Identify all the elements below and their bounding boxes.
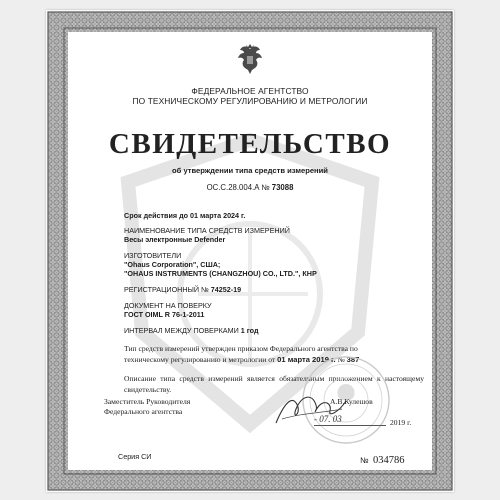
double-headed-eagle-emblem-icon bbox=[236, 43, 264, 75]
signer-title-line-2: Федерального агентства bbox=[104, 407, 183, 416]
certificate-body bbox=[68, 32, 432, 470]
verification-interval bbox=[124, 327, 259, 335]
registration bbox=[124, 286, 241, 294]
document-subtitle: об утверждении типа средств измерений bbox=[172, 166, 328, 175]
signer-name: А.В.Кулешов bbox=[330, 397, 373, 406]
interval-label: ИНТЕРВАЛ МЕЖДУ ПОВЕРКАМИ bbox=[124, 326, 239, 335]
validity-value: 01 марта 2024 г. bbox=[190, 211, 246, 220]
agency-name-line-2: ПО ТЕХНИЧЕСКОМУ РЕГУЛИРОВАНИЮ И МЕТРОЛОГИИ bbox=[132, 96, 368, 106]
registration-label: РЕГИСТРАЦИОННЫЙ № bbox=[124, 285, 209, 294]
description-paragraph: Описание типа средств измерений является обязательным приложением к настоящему свидетельству. bbox=[124, 374, 424, 394]
certificate-number-value: 73088 bbox=[271, 183, 294, 192]
registration-value: 74252-19 bbox=[210, 285, 242, 294]
signer-title-line-1: Заместитель Руководителя bbox=[104, 397, 191, 406]
approval-line-1: Тип средств измерений утвержден приказом Федерального агентства по bbox=[124, 344, 358, 353]
agency-name-line-1: ФЕДЕРАЛЬНОЕ АГЕНТСТВО bbox=[191, 86, 309, 96]
verification-doc-label: ДОКУМЕНТ НА ПОВЕРКУ bbox=[124, 301, 212, 310]
serial-sign: № bbox=[360, 456, 369, 465]
approval-order-number: 387 bbox=[346, 355, 360, 364]
series-label: Серия СИ bbox=[118, 452, 152, 461]
type-name-value: Весы электронные Defender bbox=[124, 235, 226, 244]
number-sign: № bbox=[261, 183, 270, 192]
approval-date: 01 марта 2019 г. bbox=[277, 355, 336, 364]
validity bbox=[124, 212, 245, 220]
type-name-label: НАИМЕНОВАНИЕ ТИПА СРЕДСТВ ИЗМЕРЕНИЙ bbox=[124, 226, 290, 235]
verification-doc-value: ГОСТ OIML R 76-1-2011 bbox=[124, 310, 205, 319]
year-suffix: 2019 г. bbox=[390, 418, 412, 427]
approval-line-2-text: техническому регулированию и метрологии от bbox=[124, 355, 276, 364]
manufacturer-2: "OHAUS INSTRUMENTS (CHANGZHOU) CO., LTD.", КНР bbox=[124, 269, 317, 278]
date-underline bbox=[314, 425, 386, 426]
interval-value: 1 год bbox=[240, 326, 259, 335]
document-title: СВИДЕТЕЛЬСТВО bbox=[108, 128, 392, 160]
handwritten-date: - 07. 03 bbox=[314, 414, 342, 424]
validity-label: Срок действия до bbox=[124, 211, 189, 220]
certificate-number bbox=[68, 184, 432, 192]
manufacturer-1: "Ohaus Corporation", США; bbox=[124, 260, 221, 269]
manufacturers-label: ИЗГОТОВИТЕЛИ bbox=[124, 251, 182, 260]
certificate-sheet bbox=[46, 10, 454, 492]
approval-no-sign: № bbox=[337, 355, 345, 364]
serial-number-value: 034786 bbox=[373, 455, 405, 466]
certificate-number-code: OC.C.28.004.A bbox=[206, 183, 260, 192]
serial-number bbox=[360, 451, 405, 468]
